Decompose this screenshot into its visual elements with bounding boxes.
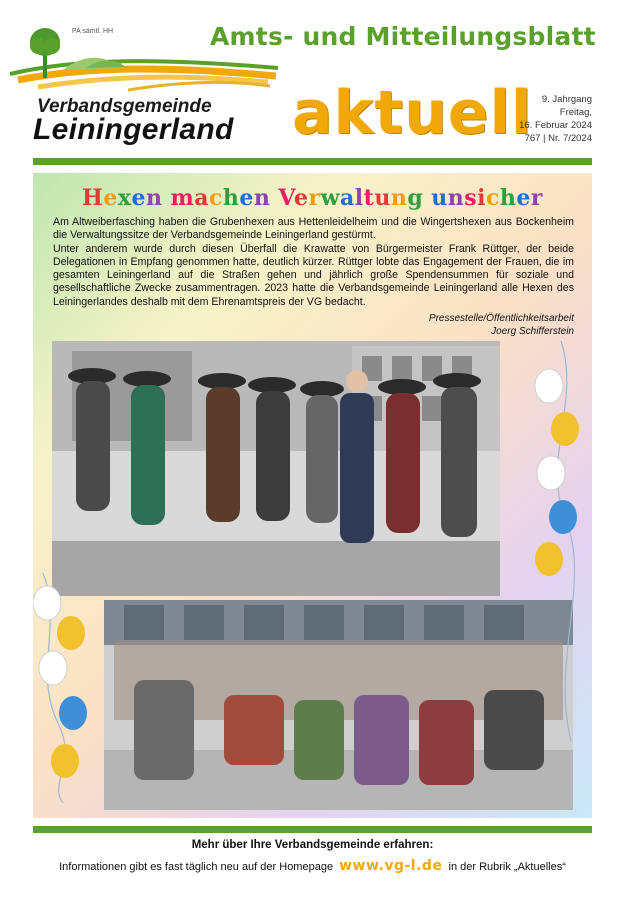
headline-word: Hexen [82, 185, 163, 211]
headline-word: machen [170, 185, 271, 211]
headline-word: Verwaltung [278, 185, 424, 211]
issue-weekday: Freitag, [559, 107, 592, 118]
footer-text-after: in der Rubrik „Aktuelles“ [448, 861, 566, 873]
credit-author: Joerg Schifferstein [491, 325, 574, 337]
vg-name-line2: Leiningerland [33, 113, 234, 146]
homepage-link[interactable]: www.vg-l.de [339, 858, 443, 874]
aktuell-title: aktuell [292, 78, 533, 148]
header-divider [33, 158, 592, 165]
issue-jahrgang: 9. Jahrgang [541, 94, 592, 105]
footer-line [0, 858, 625, 874]
issue-number: 767 | Nr. 7/2024 [524, 133, 592, 144]
headline-word: unsicher [431, 185, 543, 211]
article-paragraph: Am Altweiberfasching haben die Grubenhexen aus Hettenleidelheim und die Wingertshexen aus Bockenheim die Verwaltungssitze der Verbandsgemeinde Leiningerland gestürmt. [53, 216, 574, 242]
article-paragraph: Unter anderem wurde durch diesen Überfall die Krawatte von Bürgermeister Frank Rüttger, der beide Delegationen in Empfang genommen hatte, deutlich kürzer. Rüttger lobte das Engagement der Frauen, die im gesamten Leiningerland auf die Straßen gehen und jährlich große Spendensummen für soziale und gesellschaftliche Zwecke zusammentragen. 2023 hatte die Verbandsgemeinde Leiningerland alle Hexen des Leiningerlandes deshalb mit dem Ehrenamtspreis der VG bedacht. [53, 242, 574, 308]
group-photo-2 [104, 600, 573, 810]
masthead-title: Amts- und Mitteilungsblatt [210, 22, 596, 51]
issue-info [492, 93, 592, 145]
article-body [53, 216, 574, 309]
pa-note: PA sämtl. HH [72, 28, 114, 35]
vg-name-line1: Verbandsgemeinde [37, 96, 212, 117]
feature-box [33, 173, 592, 818]
footer-text-before: Informationen gibt es fast täglich neu auf der Homepage [59, 861, 334, 873]
footer-divider [33, 826, 592, 833]
article-credit [429, 313, 574, 338]
credit-department: Pressestelle/Öffentlichkeitsarbeit [428, 313, 574, 324]
article-headline [33, 185, 592, 211]
group-photo-1 [52, 341, 500, 596]
footer-title: Mehr über Ihre Verbandsgemeinde erfahren: [191, 839, 434, 851]
balloon-decoration-right [521, 341, 591, 791]
issue-date: 16. Februar 2024 [519, 120, 592, 131]
balloon-decoration-left [33, 573, 103, 803]
